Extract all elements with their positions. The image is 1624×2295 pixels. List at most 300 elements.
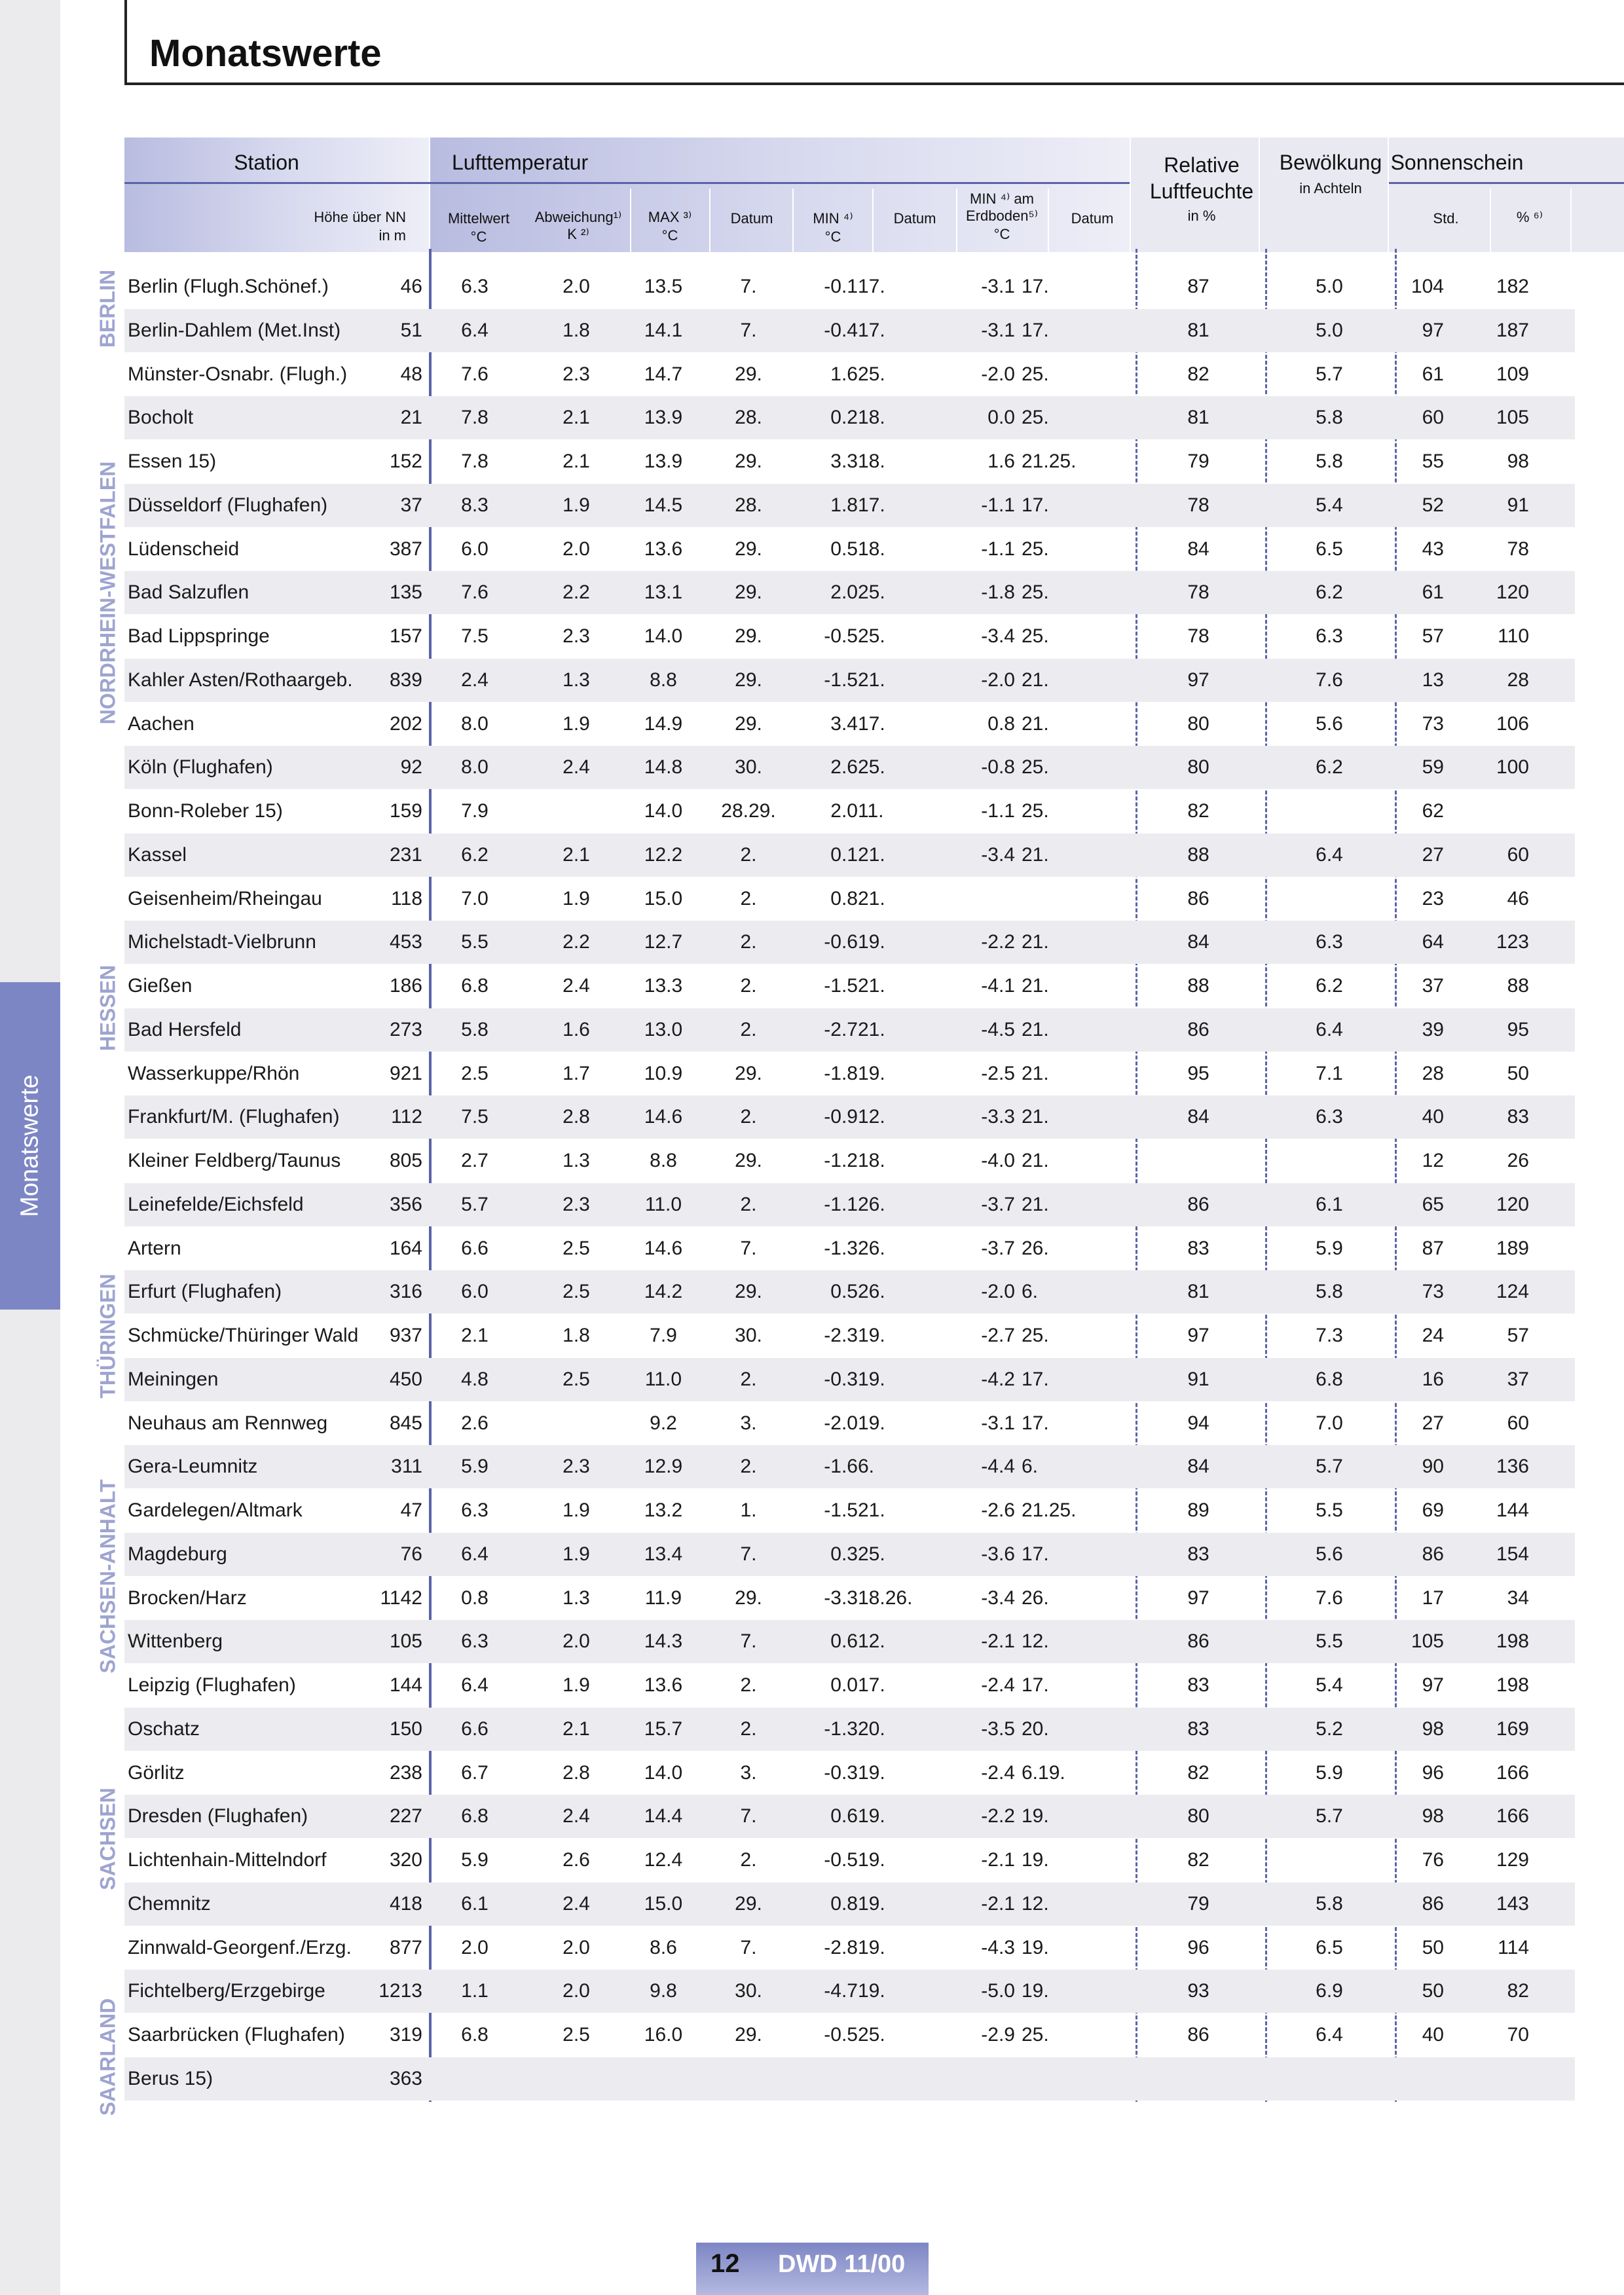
cell-max-date: 2. xyxy=(740,1456,757,1478)
cell-max-date: 29. xyxy=(735,363,762,385)
cell-humidity: 84 xyxy=(1187,1106,1209,1128)
cell-ground-min-temp: -2.5 xyxy=(981,1062,1015,1084)
cell-humidity: 80 xyxy=(1187,1805,1209,1827)
cell-min-temp: 2.6 xyxy=(830,756,858,779)
cell-cloud-cover: 5.9 xyxy=(1316,1761,1343,1784)
cell-humidity: 86 xyxy=(1187,2024,1209,2046)
cell-deviation: 2.8 xyxy=(563,1106,590,1128)
cell-deviation: 2.5 xyxy=(563,2024,590,2046)
cell-sunshine-hours: 105 xyxy=(1411,1630,1444,1653)
header-abweichung-2: K ²⁾ xyxy=(567,226,589,242)
cell-height: 356 xyxy=(389,1193,422,1215)
cell-sunshine-hours: 76 xyxy=(1422,1849,1444,1871)
cell-max-date: 30. xyxy=(735,1325,762,1346)
cell-mean-temp: 2.7 xyxy=(461,1150,489,1171)
state-label-text: NORDRHEIN-WESTFALEN xyxy=(96,461,120,725)
cell-sunshine-percent: 57 xyxy=(1507,1325,1529,1346)
header-max-2: °C xyxy=(661,227,678,244)
cell-ground-min-date: 21. xyxy=(1022,712,1049,735)
cell-deviation: 2.5 xyxy=(563,1368,590,1390)
cell-min-temp: 1.6 xyxy=(830,363,858,385)
cell-max-temp xyxy=(629,2057,698,2101)
cell-station-name: Gera-Leumnitz xyxy=(128,1456,258,1478)
cell-ground-min-temp: 0.0 xyxy=(987,407,1015,429)
cell-max-temp: 14.0 xyxy=(644,625,683,647)
cell-sunshine-percent: 166 xyxy=(1496,1805,1529,1827)
cell-mean-temp: 7.5 xyxy=(461,625,489,647)
cell-mean-temp: 2.5 xyxy=(461,1062,489,1084)
cell-max-temp: 13.2 xyxy=(644,1499,683,1521)
cell-max-temp: 12.7 xyxy=(644,931,683,953)
cell-ground-min-temp xyxy=(943,877,1015,921)
cell-mean-temp: 6.2 xyxy=(461,843,489,866)
cell-sunshine-hours: 69 xyxy=(1422,1499,1444,1521)
cell-min-date: 25. xyxy=(858,2024,885,2046)
cell-ground-min-temp: -2.6 xyxy=(981,1499,1015,1521)
cell-min-date: 11. xyxy=(858,800,884,822)
table-row xyxy=(124,484,1575,527)
cell-sunshine-percent: 189 xyxy=(1496,1237,1529,1259)
cell-mean-temp: 5.9 xyxy=(461,1849,489,1871)
cell-sunshine-hours: 86 xyxy=(1422,1892,1444,1915)
cell-max-temp: 14.8 xyxy=(644,756,683,779)
cell-min-temp: -1.5 xyxy=(824,1499,858,1521)
cell-deviation: 1.9 xyxy=(563,1543,590,1565)
cell-ground-min-date: 25. xyxy=(1022,756,1049,779)
cell-mean-temp: 8.3 xyxy=(461,494,489,516)
cell-height: 231 xyxy=(389,843,422,866)
cell-min-date: 17. xyxy=(858,276,885,297)
table-row xyxy=(124,834,1575,877)
cell-max-date: 29. xyxy=(735,625,762,647)
cell-sunshine-percent: 26 xyxy=(1507,1150,1529,1171)
cell-cloud-cover: 5.2 xyxy=(1316,1717,1343,1740)
cell-ground-min-date: 25. xyxy=(1022,407,1049,429)
cell-ground-min-date: 17. xyxy=(1022,1412,1049,1434)
table-header xyxy=(124,138,1624,252)
cell-min-temp: 3.3 xyxy=(830,450,858,472)
table-row xyxy=(124,1752,1575,1795)
cell-cloud-cover: 5.9 xyxy=(1316,1237,1343,1259)
cell-max-temp: 14.5 xyxy=(644,494,683,516)
cell-min-temp: 0.6 xyxy=(830,1630,858,1653)
header-bewoelkung-2: in Achteln xyxy=(1299,180,1362,196)
cell-height: 805 xyxy=(389,1150,422,1171)
cell-deviation: 1.8 xyxy=(563,319,590,341)
cell-deviation: 2.0 xyxy=(563,276,590,297)
cell-deviation: 2.5 xyxy=(563,1281,590,1303)
table-row xyxy=(124,1795,1575,1838)
cell-station-name: Wittenberg xyxy=(128,1630,223,1653)
cell-humidity: 91 xyxy=(1187,1368,1209,1390)
cell-min-temp: 0.8 xyxy=(830,1892,858,1915)
cell-max-temp: 15.0 xyxy=(644,1892,683,1915)
cell-min-date: 19. xyxy=(858,931,885,953)
cell-cloud-cover: 5.4 xyxy=(1316,1674,1343,1696)
cell-station-name: Dresden (Flughafen) xyxy=(128,1805,308,1827)
cell-sunshine-percent: 143 xyxy=(1496,1892,1529,1915)
cell-height: 152 xyxy=(389,450,422,472)
cell-ground-min-temp: -3.4 xyxy=(981,843,1015,866)
cell-sunshine-hours: 57 xyxy=(1422,625,1444,647)
table-row xyxy=(124,1445,1575,1488)
cell-max-temp: 11.0 xyxy=(644,1368,682,1390)
cell-min-temp: -1.1 xyxy=(824,1193,858,1215)
cell-max-temp: 14.0 xyxy=(644,1761,683,1784)
cell-max-date: 2. xyxy=(740,1193,757,1215)
cell-max-date: 1. xyxy=(740,1499,757,1521)
cell-ground-min-date: 21. xyxy=(1022,669,1049,691)
cell-max-date: 2. xyxy=(740,975,757,997)
cell-station-name: Düsseldorf (Flughafen) xyxy=(128,494,328,516)
cell-max-date: 7. xyxy=(740,1936,757,1958)
cell-max-date: 7. xyxy=(740,1237,757,1259)
cell-min-date: 18.26. xyxy=(858,1587,913,1609)
cell-ground-min-date: 19. xyxy=(1022,1805,1049,1827)
cell-min-temp: -0.1 xyxy=(824,276,858,297)
cell-cloud-cover: 6.3 xyxy=(1316,931,1343,953)
cell-sunshine-percent: 106 xyxy=(1496,712,1529,735)
cell-humidity: 80 xyxy=(1187,712,1209,735)
cell-ground-min-date: 12. xyxy=(1022,1892,1049,1915)
cell-min-temp: 0.3 xyxy=(830,1543,858,1565)
cell-sunshine-hours: 65 xyxy=(1422,1193,1444,1215)
cell-min-date: 19. xyxy=(858,1805,885,1827)
cell-sunshine-hours: 12 xyxy=(1422,1150,1444,1171)
cell-humidity: 83 xyxy=(1187,1674,1209,1696)
table-row xyxy=(124,1489,1575,1532)
cell-max-date: 2. xyxy=(740,1674,757,1696)
cell-ground-min-temp: -4.1 xyxy=(981,975,1015,997)
cell-sunshine-percent: 129 xyxy=(1496,1849,1529,1871)
cell-station-name: Meiningen xyxy=(128,1368,219,1390)
cell-ground-min-date: 21. xyxy=(1022,931,1049,953)
cell-ground-min-temp: -3.1 xyxy=(981,276,1015,297)
cell-height: 227 xyxy=(389,1805,422,1827)
cell-max-temp: 14.0 xyxy=(644,800,683,822)
cell-deviation: 1.9 xyxy=(563,1499,590,1521)
cell-max-date: 29. xyxy=(735,538,762,560)
cell-min-temp: -0.4 xyxy=(824,319,858,341)
cell-min-temp: 0.5 xyxy=(830,1281,858,1303)
cell-station-name: Berus 15) xyxy=(128,2067,213,2089)
cell-humidity: 97 xyxy=(1187,669,1209,691)
cell-humidity: 88 xyxy=(1187,975,1209,997)
cell-min-date: 17. xyxy=(858,712,885,735)
cell-height: 112 xyxy=(391,1106,422,1128)
cell-humidity: 79 xyxy=(1187,450,1209,472)
cell-min-temp: 1.8 xyxy=(830,494,858,516)
cell-ground-min-temp: -3.6 xyxy=(981,1543,1015,1565)
cell-cloud-cover: 6.2 xyxy=(1316,975,1343,997)
cell-ground-min-temp: -2.0 xyxy=(981,669,1015,691)
cell-mean-temp: 5.8 xyxy=(461,1018,489,1040)
cell-height: 1213 xyxy=(378,1980,422,2002)
cell-min-temp: -0.5 xyxy=(824,1849,858,1871)
cell-mean-temp: 6.3 xyxy=(461,1499,489,1521)
cell-min-date xyxy=(858,2057,950,2101)
cell-max-date xyxy=(714,2057,783,2101)
cell-sunshine-percent: 124 xyxy=(1496,1281,1529,1303)
cell-station-name: Kleiner Feldberg/Taunus xyxy=(128,1150,341,1171)
cell-sunshine-hours: 90 xyxy=(1422,1456,1444,1478)
cell-ground-min-date: 25. xyxy=(1022,581,1049,604)
side-tab-label: Monatswerte xyxy=(16,1074,44,1217)
header-max-1: MAX ³⁾ xyxy=(648,209,692,225)
cell-deviation: 2.6 xyxy=(563,1849,590,1871)
cell-ground-min-date: 17. xyxy=(1022,1368,1049,1390)
cell-ground-min-date: 6.19. xyxy=(1022,1761,1065,1784)
cell-max-temp: 14.9 xyxy=(644,712,683,735)
cell-cloud-cover: 7.6 xyxy=(1316,1587,1343,1609)
cell-min-date: 25. xyxy=(858,581,885,604)
cell-cloud-cover: 5.4 xyxy=(1316,494,1343,516)
cell-min-date: 12. xyxy=(858,1106,885,1128)
page-number: 12 xyxy=(710,2249,740,2278)
cell-humidity: 86 xyxy=(1187,887,1209,909)
cell-sunshine-percent: 166 xyxy=(1496,1761,1529,1784)
cell-min-date: 12. xyxy=(858,1630,885,1653)
table-row xyxy=(124,528,1575,571)
cell-sunshine-percent xyxy=(1467,2057,1529,2101)
cell-max-temp: 9.8 xyxy=(650,1980,677,2002)
cell-sunshine-hours: 97 xyxy=(1422,1674,1444,1696)
cell-max-date: 28. xyxy=(735,407,762,429)
cell-station-name: Lichtenhain-Mittelndorf xyxy=(128,1849,327,1871)
state-label xyxy=(88,834,128,1183)
cell-mean-temp: 1.1 xyxy=(461,1980,489,2002)
cell-ground-min-temp: -5.0 xyxy=(981,1980,1015,2002)
cell-sunshine-hours: 61 xyxy=(1422,363,1444,385)
cell-sunshine-hours: 104 xyxy=(1411,276,1444,297)
cell-max-temp: 13.9 xyxy=(644,407,683,429)
cell-ground-min-date: 26. xyxy=(1022,1237,1049,1259)
cell-min-date: 18. xyxy=(858,450,885,472)
cell-mean-temp: 7.9 xyxy=(461,800,489,822)
cell-max-date: 2. xyxy=(740,1849,757,1871)
cell-ground-min-date xyxy=(1022,2057,1113,2101)
cell-cloud-cover: 6.2 xyxy=(1316,581,1343,604)
cell-max-date: 7. xyxy=(740,1630,757,1653)
cell-humidity: 95 xyxy=(1187,1062,1209,1084)
table-row xyxy=(124,1882,1575,1926)
cell-deviation: 2.5 xyxy=(563,1237,590,1259)
cell-cloud-cover: 7.6 xyxy=(1316,669,1343,691)
cell-height: 845 xyxy=(389,1412,422,1434)
cell-height: 135 xyxy=(389,581,422,604)
cell-max-temp: 13.5 xyxy=(644,276,683,297)
cell-height: 387 xyxy=(389,538,422,560)
table-row xyxy=(124,1926,1575,1970)
cell-mean-temp: 2.6 xyxy=(461,1412,489,1434)
cell-ground-min-temp: -3.4 xyxy=(981,625,1015,647)
cell-station-name: Neuhaus am Rennweg xyxy=(128,1412,328,1434)
cell-height: 238 xyxy=(389,1761,422,1784)
cell-deviation: 2.0 xyxy=(563,1936,590,1958)
cell-ground-min-temp: -3.1 xyxy=(981,1412,1015,1434)
cell-sunshine-hours: 13 xyxy=(1422,669,1444,691)
cell-mean-temp: 6.6 xyxy=(461,1717,489,1740)
cell-sunshine-percent: 37 xyxy=(1507,1368,1529,1390)
cell-ground-min-temp: -3.7 xyxy=(981,1237,1015,1259)
cell-mean-temp: 5.5 xyxy=(461,931,489,953)
cell-max-temp: 9.2 xyxy=(650,1412,677,1434)
cell-height: 877 xyxy=(389,1936,422,1958)
cell-sunshine-hours: 23 xyxy=(1422,887,1444,909)
state-label-text: SACHSEN-ANHALT xyxy=(96,1479,120,1674)
cell-mean-temp: 7.6 xyxy=(461,581,489,604)
cell-max-date: 29. xyxy=(735,581,762,604)
cell-min-temp: 0.0 xyxy=(830,1674,858,1696)
table-row xyxy=(124,440,1575,483)
cell-sunshine-hours: 97 xyxy=(1422,319,1444,341)
cell-mean-temp: 7.6 xyxy=(461,363,489,385)
cell-station-name: Bad Salzuflen xyxy=(128,581,249,604)
cell-ground-min-date: 19. xyxy=(1022,1980,1049,2002)
cell-height: 273 xyxy=(389,1018,422,1040)
header-mittelwert-1: Mittelwert xyxy=(447,210,510,227)
cell-height: 159 xyxy=(389,800,422,822)
cell-min-temp: -0.6 xyxy=(824,931,858,953)
cell-sunshine-hours: 27 xyxy=(1422,1412,1444,1434)
cell-sunshine-percent: 28 xyxy=(1507,669,1529,691)
cell-max-date: 30. xyxy=(735,756,762,779)
cell-min-date: 19. xyxy=(858,1761,885,1784)
cell-sunshine-percent: 105 xyxy=(1496,407,1529,429)
cell-humidity: 84 xyxy=(1187,538,1209,560)
footer-badge xyxy=(696,2243,929,2295)
table-row xyxy=(124,703,1575,746)
cell-min-date: 19. xyxy=(858,1412,885,1434)
cell-cloud-cover xyxy=(1297,2057,1362,2101)
cell-min-date: 21. xyxy=(858,843,885,866)
cell-humidity: 81 xyxy=(1187,407,1209,429)
cell-max-temp: 11.0 xyxy=(644,1193,682,1215)
cell-ground-min-temp: -4.0 xyxy=(981,1150,1015,1171)
cell-ground-min-temp: -2.4 xyxy=(981,1761,1015,1784)
cell-min-temp: -2.0 xyxy=(824,1412,858,1434)
table-row xyxy=(124,1008,1575,1052)
cell-deviation xyxy=(534,1402,619,1445)
cell-deviation: 2.3 xyxy=(563,1193,590,1215)
cell-mean-temp: 6.0 xyxy=(461,538,489,560)
table-row xyxy=(124,353,1575,396)
cell-cloud-cover: 6.4 xyxy=(1316,2024,1343,2046)
cell-height: 118 xyxy=(391,887,422,909)
cell-max-date: 2. xyxy=(740,1368,757,1390)
cell-station-name: Bad Lippspringe xyxy=(128,625,270,647)
header-datum-max: Datum xyxy=(730,210,773,227)
table-row xyxy=(124,1227,1575,1270)
cell-sunshine-hours: 64 xyxy=(1422,931,1444,953)
publication-label: DWD 11/00 xyxy=(778,2250,906,2278)
cell-ground-min-temp: -0.8 xyxy=(981,756,1015,779)
cell-sunshine-percent: 50 xyxy=(1507,1062,1529,1084)
cell-mean-temp: 6.0 xyxy=(461,1281,489,1303)
cell-sunshine-hours: 37 xyxy=(1422,975,1444,997)
cell-cloud-cover: 5.8 xyxy=(1316,1892,1343,1915)
cell-mean-temp: 6.4 xyxy=(461,1674,489,1696)
cell-min-date: 21. xyxy=(858,1018,885,1040)
cell-min-temp: 0.1 xyxy=(830,843,858,866)
cell-deviation: 2.0 xyxy=(563,1630,590,1653)
cell-mean-temp: 0.8 xyxy=(461,1587,489,1609)
cell-height: 202 xyxy=(389,712,422,735)
cell-min-date: 21. xyxy=(858,975,885,997)
cell-mean-temp: 6.7 xyxy=(461,1761,489,1784)
cell-ground-min-temp: 1.6 xyxy=(987,450,1015,472)
cell-ground-min-temp: -4.4 xyxy=(981,1456,1015,1478)
cell-humidity: 82 xyxy=(1187,1761,1209,1784)
cell-max-date: 28.29. xyxy=(721,800,776,822)
cell-cloud-cover: 5.6 xyxy=(1316,1543,1343,1565)
cell-humidity: 82 xyxy=(1187,363,1209,385)
cell-height: 363 xyxy=(389,2067,422,2089)
cell-sunshine-percent: 114 xyxy=(1498,1936,1529,1958)
cell-humidity: 87 xyxy=(1187,276,1209,297)
cell-sunshine-percent: 60 xyxy=(1507,1412,1529,1434)
cell-ground-min-date: 17. xyxy=(1022,494,1049,516)
cell-station-name: Berlin (Flugh.Schönef.) xyxy=(128,276,329,297)
cell-station-name: Leinefelde/Eichsfeld xyxy=(128,1193,304,1215)
cell-ground-min-date: 21. xyxy=(1022,1193,1049,1215)
cell-sunshine-hours: 40 xyxy=(1422,1106,1444,1128)
cell-deviation: 1.9 xyxy=(563,1674,590,1696)
cell-deviation: 2.4 xyxy=(563,1892,590,1915)
cell-max-temp: 8.8 xyxy=(650,669,677,691)
cell-cloud-cover: 6.5 xyxy=(1316,1936,1343,1958)
cell-station-name: Berlin-Dahlem (Met.Inst) xyxy=(128,319,341,341)
cell-max-date: 29. xyxy=(735,1892,762,1915)
cell-min-temp: -0.3 xyxy=(824,1761,858,1784)
cell-ground-min-temp: -3.7 xyxy=(981,1193,1015,1215)
state-label xyxy=(88,1664,128,2013)
cell-max-date: 7. xyxy=(740,1805,757,1827)
cell-sunshine-hours: 55 xyxy=(1422,450,1444,472)
header-hoehe-2: in m xyxy=(378,227,406,244)
table-row xyxy=(124,309,1575,352)
cell-cloud-cover: 6.3 xyxy=(1316,625,1343,647)
cell-humidity: 84 xyxy=(1187,931,1209,953)
header-sonnenschein: Sonnenschein xyxy=(1390,151,1524,174)
cell-ground-min-date: 25. xyxy=(1022,363,1049,385)
cell-deviation: 2.1 xyxy=(563,407,590,429)
cell-min-temp: 0.8 xyxy=(830,887,858,909)
cell-min-temp: 3.4 xyxy=(830,712,858,735)
cell-mean-temp: 2.4 xyxy=(461,669,489,691)
cell-height: 316 xyxy=(389,1281,422,1303)
cell-ground-min-date xyxy=(1022,877,1113,921)
cell-max-temp: 14.3 xyxy=(644,1630,683,1653)
cell-sunshine-hours: 59 xyxy=(1422,756,1444,779)
cell-ground-min-date: 12. xyxy=(1022,1630,1049,1653)
cell-deviation: 1.9 xyxy=(563,494,590,516)
cell-humidity: 78 xyxy=(1187,581,1209,604)
cell-sunshine-percent: 46 xyxy=(1507,887,1529,909)
cell-max-date: 2. xyxy=(740,1106,757,1128)
cell-humidity: 86 xyxy=(1187,1193,1209,1215)
cell-ground-min-date: 21.25. xyxy=(1022,1499,1077,1521)
cell-ground-min-date: 21. xyxy=(1022,975,1049,997)
cell-station-name: Gardelegen/Altmark xyxy=(128,1499,303,1521)
cell-min-date: 19. xyxy=(858,1849,885,1871)
cell-cloud-cover: 5.7 xyxy=(1316,363,1343,385)
header-minerd-1: MIN ⁴⁾ am xyxy=(970,191,1034,207)
cell-mean-temp: 8.0 xyxy=(461,756,489,779)
cell-height: 164 xyxy=(389,1237,422,1259)
cell-station-name: Leipzig (Flughafen) xyxy=(128,1674,296,1696)
table-row xyxy=(124,746,1575,789)
